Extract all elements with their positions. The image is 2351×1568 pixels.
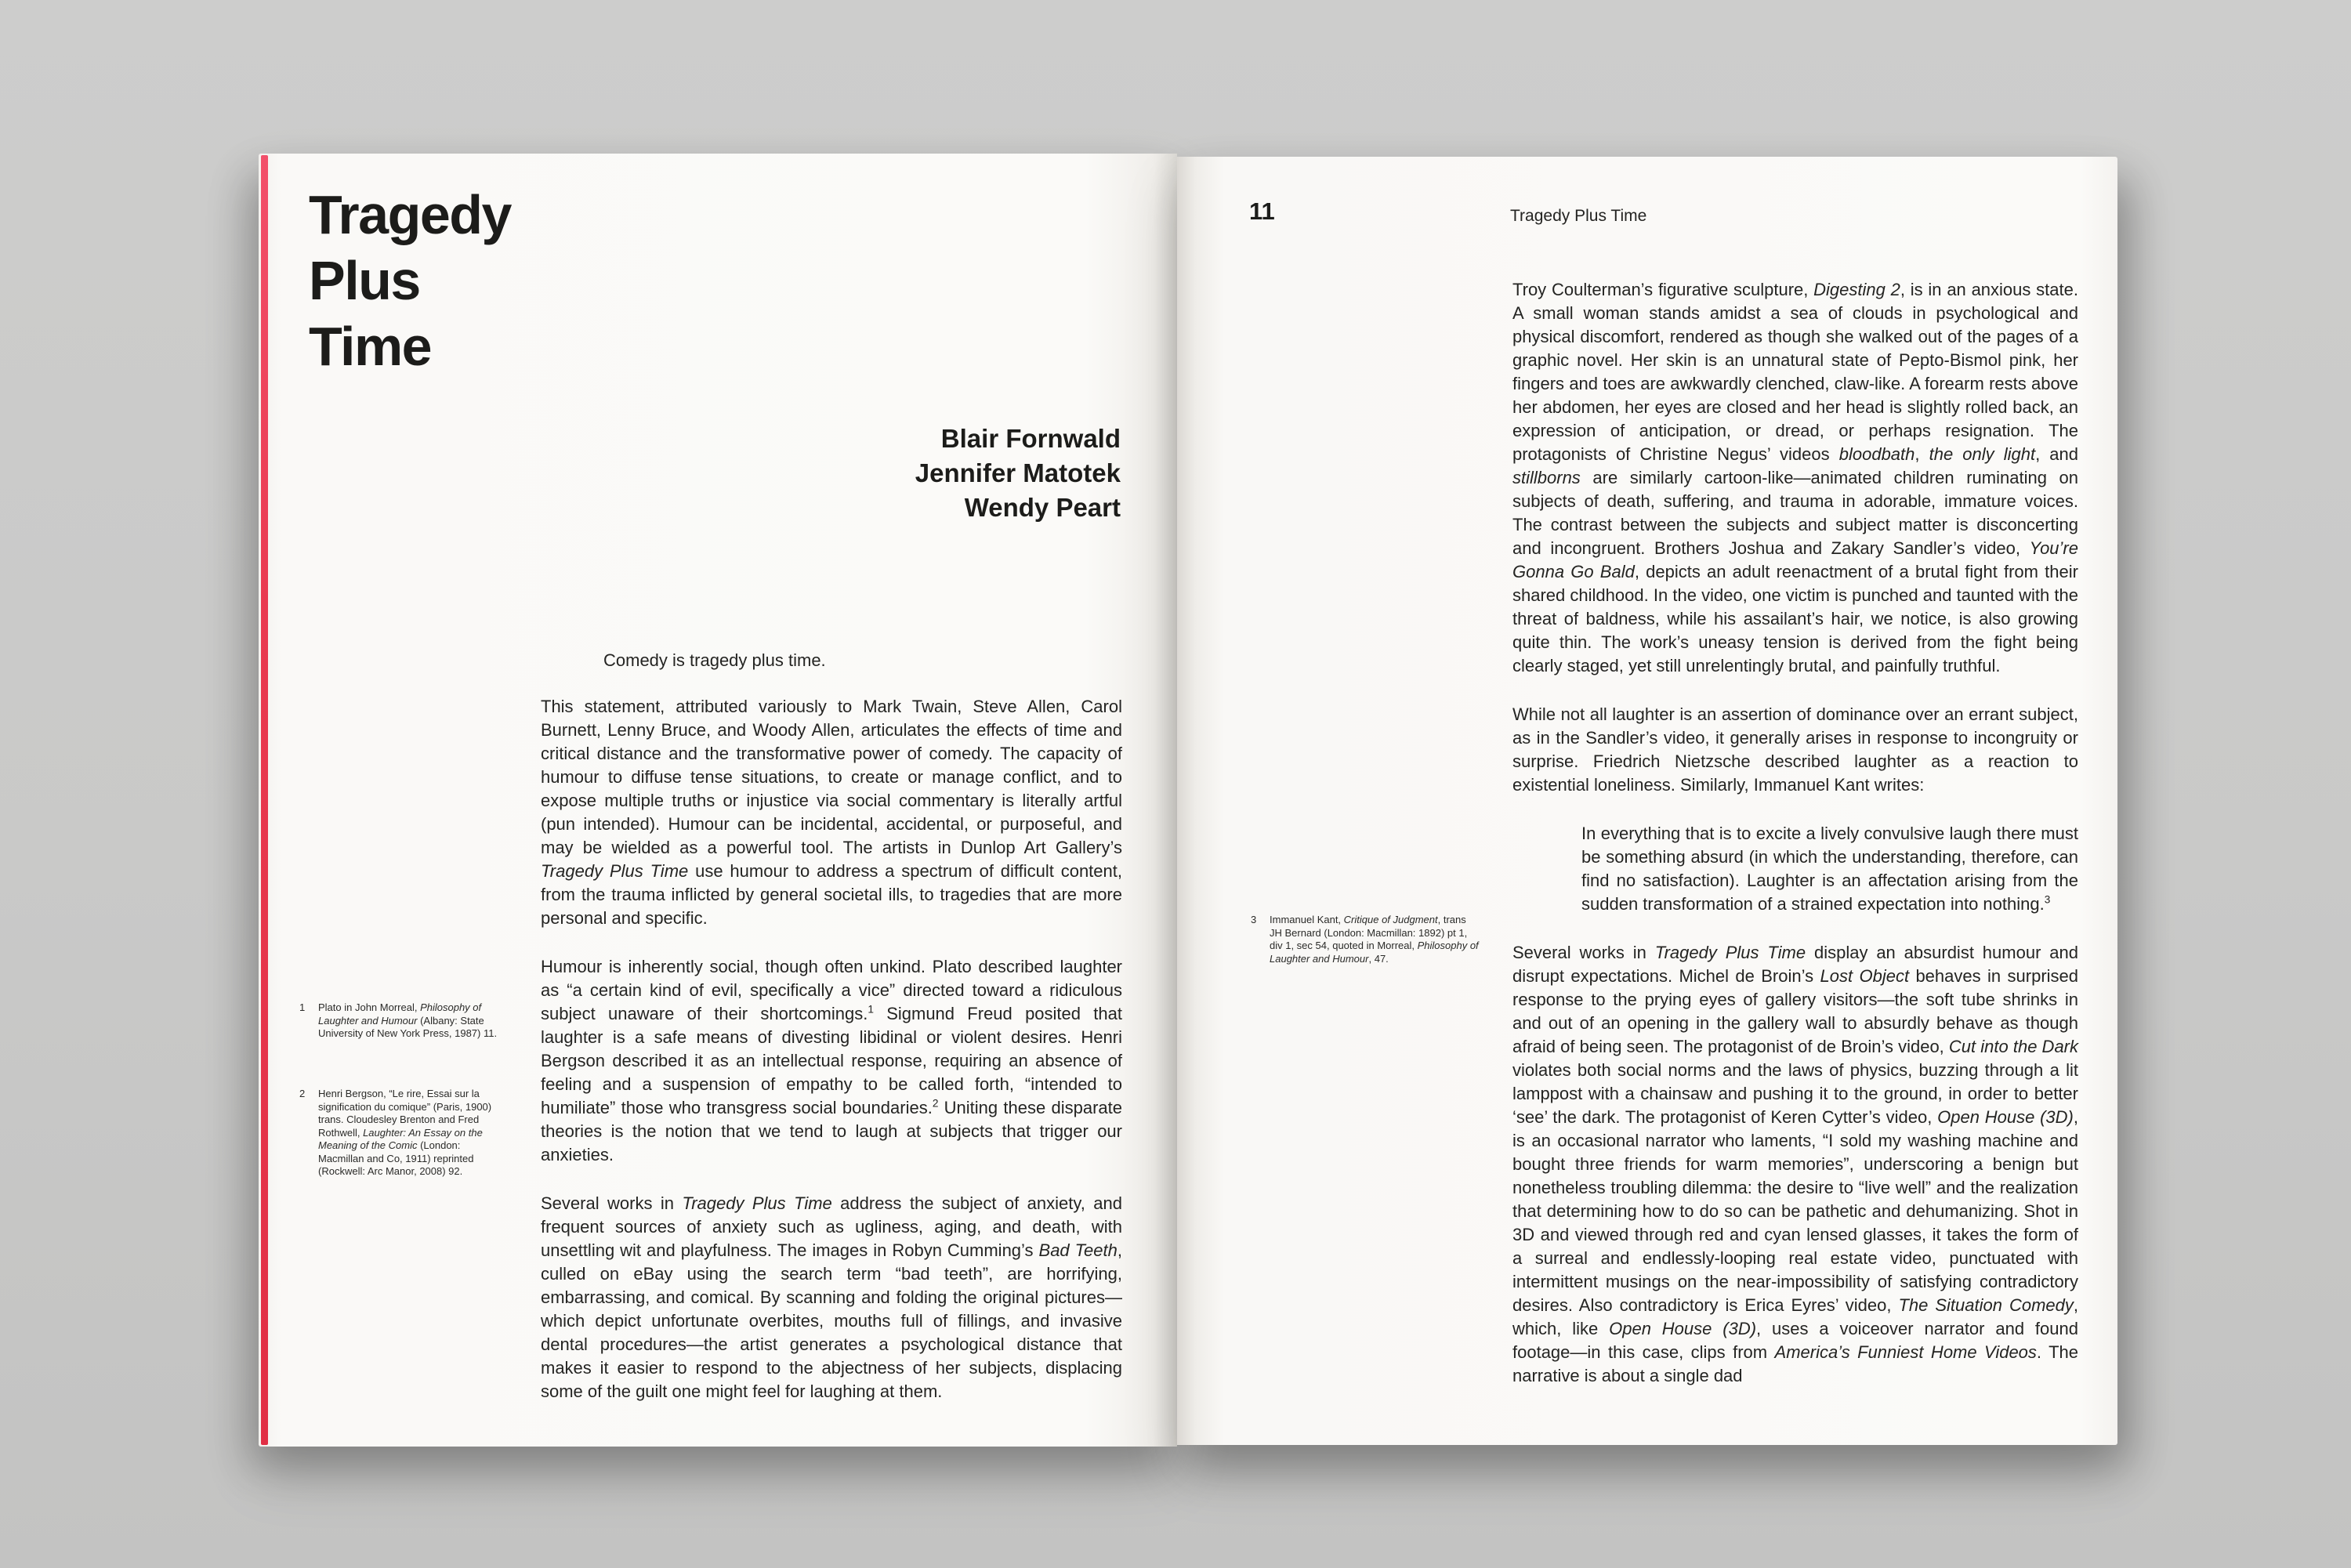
text-run: Uniting these disparate theories is the notion that we tend to laugh at subjects that trigger our anxieties. <box>541 1098 1122 1164</box>
text-run: , 47. <box>1368 952 1389 965</box>
italic-text: Digesting 2 <box>1813 280 1900 299</box>
epigraph: Comedy is tragedy plus time. <box>603 650 826 670</box>
text-run: , trans JH Bernard (London: Macmillan: 1892) pt 1, div 1, sec 54, quoted in Morreal, <box>1270 914 1468 951</box>
text-run: , <box>1914 444 1929 464</box>
body-paragraph <box>1512 703 2078 797</box>
right-paragraphs-top <box>1512 278 2078 797</box>
left-body-column <box>541 649 1122 1429</box>
author-name: Wendy Peart <box>964 493 1121 522</box>
body-paragraph <box>1512 278 2078 678</box>
text-run: Troy Coulterman’s figurative sculpture, <box>1512 280 1814 299</box>
author-list <box>915 422 1121 525</box>
italic-text: Tragedy Plus Time <box>1654 943 1806 962</box>
italic-text: Open House (3D) <box>1937 1107 2074 1127</box>
text-run: Immanuel Kant, <box>1270 914 1344 925</box>
text-run: Several works in <box>541 1193 683 1213</box>
block-quote <box>1581 822 2078 916</box>
text-run: display an absurdist humour and disrupt expectations. Michel de Broin’s <box>1512 943 2078 986</box>
italic-text: Philosophy of Laughter and Humour <box>318 1001 482 1027</box>
text-run: , and <box>2035 444 2079 464</box>
footnote-number: 3 <box>1251 914 1257 925</box>
italic-text: Tragedy Plus Time <box>682 1193 832 1213</box>
author-name: Jennifer Matotek <box>915 458 1121 487</box>
text-run: violates both social norms and the laws of physics, buzzing through a lit lamppost with a chainsaw and pushing it to the ground, in order to better ‘see’ the dark. The protagonist of Keren Cytter’s video, <box>1512 1060 2078 1127</box>
italic-text: Lost Object <box>1820 966 1910 986</box>
italic-text: Laughter: An Essay on the Meaning of the Comic <box>318 1126 483 1151</box>
italic-text: Cut into the Dark <box>1948 1037 2079 1056</box>
text-run: (Albany: State University of New York Press, 1987) 11. <box>318 1014 498 1039</box>
text-run: Several works in <box>1512 943 1655 962</box>
body-paragraph <box>541 955 1122 1167</box>
page-number: 11 <box>1249 197 1275 225</box>
italic-text: Bad Teeth <box>1038 1240 1118 1260</box>
footnote-ref: 1 <box>868 1003 874 1016</box>
text-run: , is an occasional narrator who laments, “I sold my washing machine and bought three friends for warm memories”, underscoring a benign but nonetheless troubling dilemma: the desire to “live well” and the realization that determining how to do so can be pathetic and dehumanizing. Shot in 3D and viewed through red and cyan lensed glasses, it takes the form of a surreal and endlessly-looping real estate video, punctuated with intermittent musings on the near-impossibility of satisfying contradictory desires. Also contradictory is Erica Eyres’ video, <box>1512 1107 2078 1315</box>
text-run: Plato in John Morreal, <box>318 1001 421 1013</box>
italic-text: the only light <box>1929 444 2036 464</box>
essay-title <box>309 182 511 379</box>
footnote-text <box>299 1088 505 1179</box>
footnote-3 <box>1251 914 1480 965</box>
italic-text: Critique of Judgment <box>1343 914 1438 925</box>
title-line: Time <box>309 316 432 377</box>
footnote-text <box>1251 914 1480 965</box>
footnote-1 <box>299 1001 505 1041</box>
title-line: Plus <box>309 250 420 311</box>
text-run: address the subject of anxiety, and frequent sources of anxiety such as ugliness, aging, and death, with unsettling wit and playfulness. The images in Robyn Cumming’s <box>541 1193 1122 1260</box>
footnote-text <box>299 1001 505 1041</box>
title-line: Tragedy <box>309 184 511 245</box>
italic-text: Open House (3D) <box>1609 1319 1757 1338</box>
italic-text: The Situation Comedy <box>1898 1295 2074 1315</box>
running-head: Tragedy Plus Time <box>1510 207 1647 225</box>
italic-text: stillborns <box>1512 468 1581 487</box>
body-paragraph <box>1512 941 2078 1388</box>
text-run: . The narrative is about a single dad <box>1512 1342 2078 1385</box>
right-body-column <box>1512 278 2078 1413</box>
italic-text: Tragedy Plus Time <box>541 861 689 881</box>
footnote-ref: 3 <box>2044 893 2051 906</box>
text-run: , uses a voiceover narrator and found footage—in this case, clips from <box>1512 1319 2078 1362</box>
cover-edge-stripe <box>261 155 268 1445</box>
text-run: Sigmund Freud posited that laughter is a safe means of divesting libidinal or violent desires. Henri Bergson described it as an intellectual response, requiring an absence of feeling and a suspension of empathy to be called forth, “intended to humiliate” those who transgress social boundaries. <box>541 1004 1122 1117</box>
italic-text: Philosophy of Laughter and Humour <box>1270 940 1479 965</box>
text-run: Humour is inherently social, though often unkind. Plato described laughter as “a certain kind of evil, specifically a vice” directed toward a ridiculous subject unaware of their shortcomings. <box>541 957 1122 1023</box>
text-run: use humour to address a spectrum of difficult content, from the trauma inflicted by general societal ills, to tragedies that are more personal and specific. <box>541 861 1122 928</box>
text-run: are similarly cartoon-like—animated children ruminating on subjects of death, suffering, and trauma in adorable, immature voices. The contrast between the subjects and subject matter is disconcerting and incongruent. Brothers Joshua and Zakary Sandler’s video, <box>1512 468 2078 558</box>
text-run: , depicts an adult reenactment of a brutal fight from their shared childhood. In the video, one victim is punched and taunted with the threat of baldness, while his assailant’s hair, we notice, is also growing quite thin. The work’s uneasy tension is derived from the fight being clearly staged, yet still unrelentingly brutal, and painfully truthful. <box>1512 562 2078 675</box>
text-run: behaves in surprised response to the prying eyes of gallery visitors—the soft tube shrinks in and out of an opening in the gallery wall to absurdly behave as though afraid of being seen. The protagonist of de Broin’s video, <box>1512 966 2079 1056</box>
right-paragraphs-bottom <box>1512 941 2078 1388</box>
body-paragraph <box>541 695 1122 930</box>
text-run: While not all laughter is an assertion of dominance over an errant subject, as in the Sandler’s video, it generally arises in response to incongruity or surprise. Friedrich Nietzsche described laughter as a reaction to existential loneliness. Similarly, Immanuel Kant writes: <box>1512 704 2078 795</box>
text-run: , which, like <box>1512 1295 2079 1338</box>
footnote-number: 1 <box>299 1001 306 1013</box>
text-run: , is in an anxious state. A small woman stands amidst a sea of clouds in psychological and physical discomfort, rendered as though she walked out of the pages of a graphic novel. Her skin is an unnatural state of Pepto-Bismol pink, her fingers and toes are awkwardly clenched, claw-like. A forearm rests above her abdomen, her eyes are closed and her head is slightly rolled back, an expression of anticipation, or dread, or perhaps resignation. The protagonists of Christine Negus’ videos <box>1512 280 2078 464</box>
italic-text: bloodbath <box>1838 444 1915 464</box>
left-page <box>259 154 1177 1447</box>
italic-text: You’re Gonna Go Bald <box>1512 538 2078 581</box>
footnote-ref: 2 <box>932 1097 939 1110</box>
text-run: Henri Bergson, “Le rire, Essai sur la signification du comique” (Paris, 1900) trans. Cloudesley Brenton and Fred Rothwell, <box>318 1088 492 1139</box>
text-run: In everything that is to excite a lively convulsive laugh there must be something absurd (in which the understanding, therefore, can find no satisfaction). Laughter is an affectation arising from the sudden transformation of a strained expectation into nothing. <box>1581 824 2078 914</box>
footnote-number: 2 <box>299 1088 306 1099</box>
right-page <box>1177 157 2117 1445</box>
author-name: Blair Fornwald <box>940 424 1121 453</box>
text-run: (London: Macmillan and Co, 1911) reprinted (Rockwell: Arc Manor, 2008) 92. <box>318 1139 474 1177</box>
italic-text: America’s Funniest Home Videos <box>1774 1342 2037 1362</box>
text-run: This statement, attributed variously to Mark Twain, Steve Allen, Carol Burnett, Lenny Bruce, and Woody Allen, articulates the effects of time and critical distance and the transformative power of comedy. The capacity of humour to diffuse tense situations, to create or manage conflict, and to expose multiple truths or injustice via social commentary is literally artful (pun intended). Humour can be incidental, accidental, or purposeful, and may be wielded as a powerful tool. The artists in Dunlop Art Gallery’s <box>541 697 1122 857</box>
left-paragraphs <box>541 695 1122 1403</box>
body-paragraph <box>541 1192 1122 1403</box>
text-run: , culled on eBay using the search term “bad teeth”, are horrifying, embarrassing, and comical. By scanning and folding the original pictures—which depict unfortunate overbites, mouths full of fillings, and invasive dental procedures—the artist generates a psychological distance that makes it easier to respond to the abjectness of her subjects, displacing some of the guilt one might feel for laughing at them. <box>541 1240 1122 1401</box>
footnote-2 <box>299 1088 505 1179</box>
